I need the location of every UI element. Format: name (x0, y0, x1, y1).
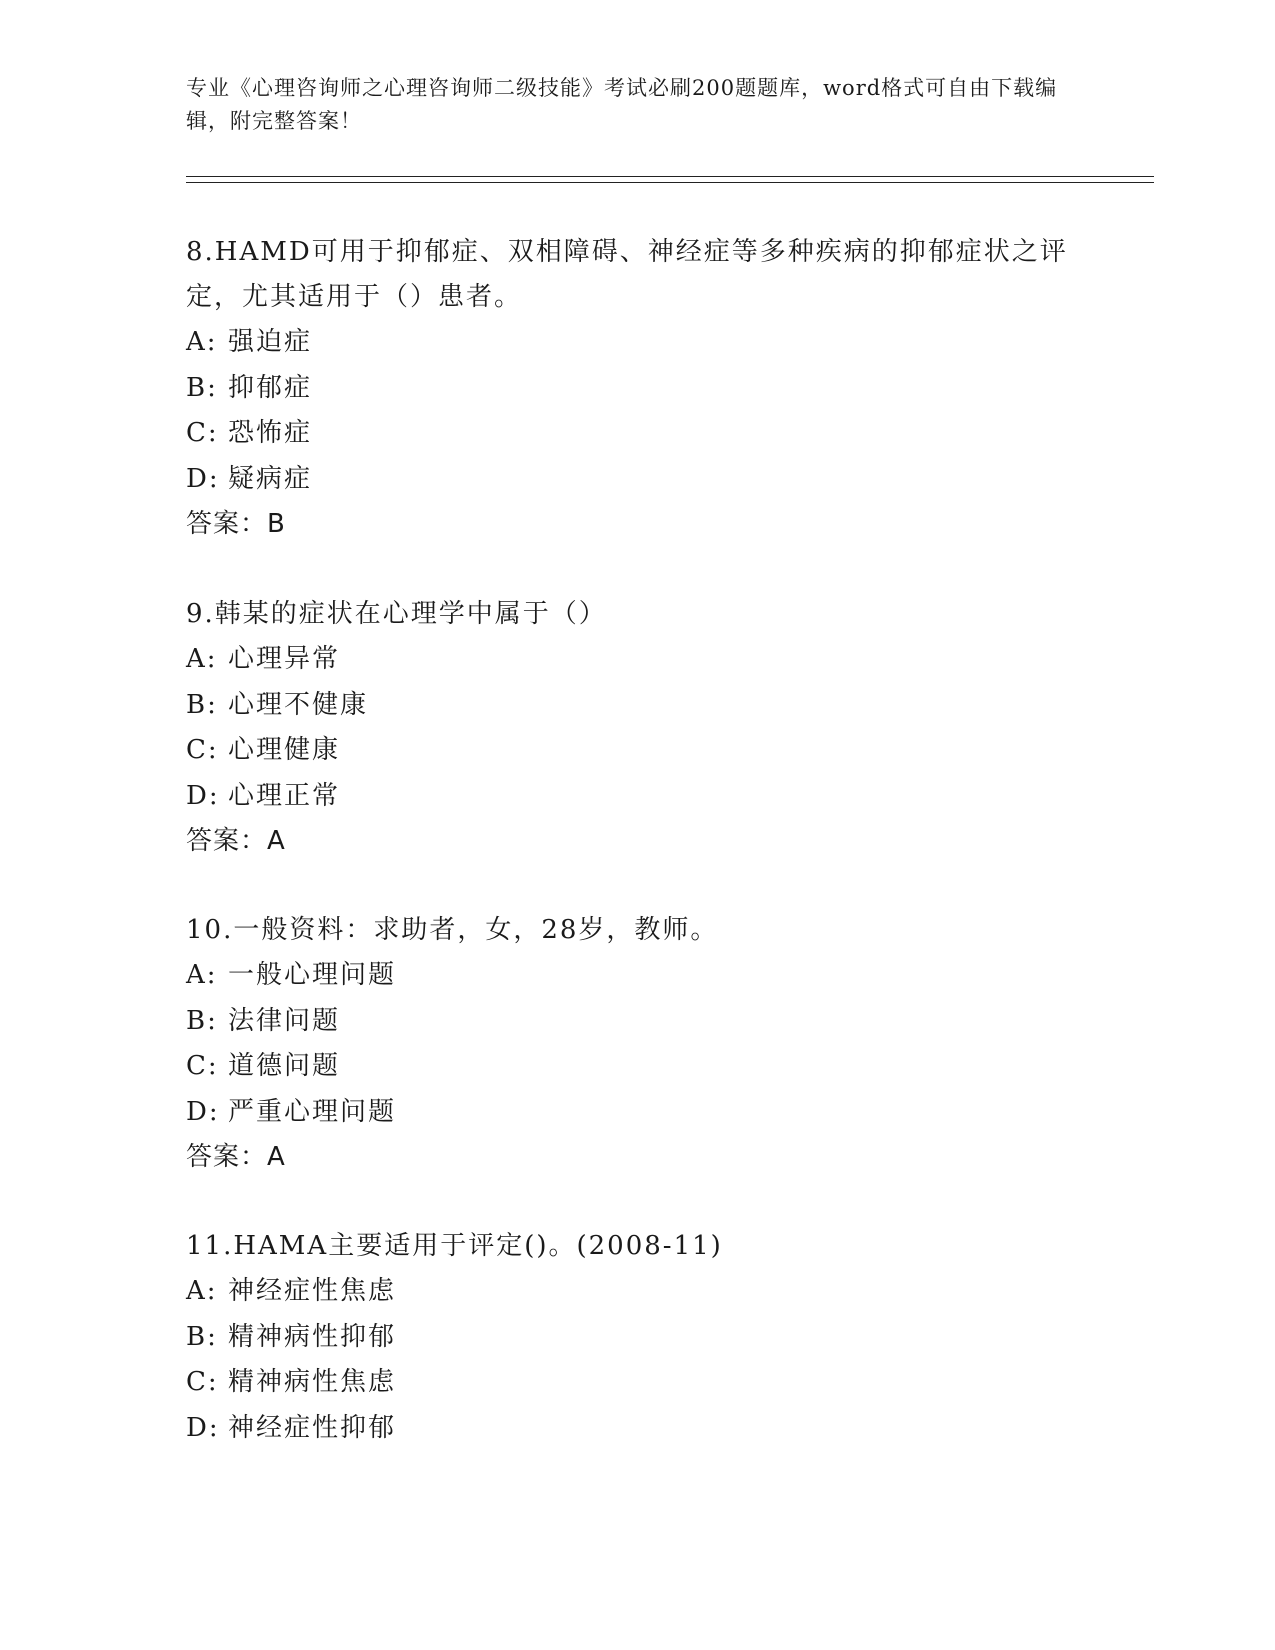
option-text: 精神病性焦虑 (228, 1367, 397, 1397)
option-text: 心理正常 (228, 780, 341, 811)
option-key: A: (186, 1276, 218, 1306)
option-c (186, 1360, 1086, 1406)
option-key: A: (186, 327, 218, 357)
option-text: 道德问题 (228, 1051, 341, 1081)
option-key: A: (186, 644, 218, 674)
option-key: C: (186, 1051, 219, 1081)
option-key: A: (186, 960, 218, 990)
option-key: B: (186, 372, 218, 403)
option-key: C: (186, 418, 219, 448)
option-key: D: (186, 780, 220, 811)
option-text: 精神病性抑郁 (228, 1321, 397, 1352)
option-c (186, 728, 1086, 774)
option-a (186, 953, 1086, 999)
document-header-intro: 专业《心理咨询师之心理咨询师二级技能》考试必刷200题题库，word格式可自由下载编辑，附完整答案！ (186, 76, 1058, 133)
option-text: 心理异常 (228, 644, 341, 674)
header-divider-bottom (186, 182, 1154, 183)
option-text: 心理健康 (228, 735, 341, 765)
option-c (186, 411, 1086, 457)
question-11 (186, 1224, 1086, 1451)
option-a (186, 1269, 1086, 1315)
option-key: D: (186, 1412, 220, 1443)
question-8 (186, 230, 1086, 548)
option-d (186, 457, 1086, 503)
question-stem: 9.韩某的症状在心理学中属于（） (186, 599, 607, 629)
question-stem: 8.HAMD可用于抑郁症、双相障碍、神经症等多种疾病的抑郁症状之评定，尤其适用于（）患者。 (186, 237, 1068, 312)
question-stem: 11.HAMA主要适用于评定()。(2008-11) (186, 1231, 723, 1261)
option-text: 抑郁症 (228, 372, 313, 403)
option-d (186, 1090, 1086, 1136)
question-10 (186, 908, 1086, 1181)
option-text: 强迫症 (228, 327, 313, 357)
option-a (186, 637, 1086, 683)
option-b (186, 683, 1086, 729)
option-text: 神经症性抑郁 (228, 1412, 397, 1443)
option-c (186, 1044, 1086, 1090)
option-key: D: (186, 463, 220, 494)
answer-line: 答案：B (186, 509, 286, 539)
option-key: C: (186, 735, 219, 765)
option-d (186, 1406, 1086, 1452)
question-stem: 10.一般资料：求助者，女，28岁，教师。 (186, 915, 719, 945)
option-text: 恐怖症 (228, 418, 313, 448)
option-text: 心理不健康 (228, 689, 369, 720)
answer-line: 答案：A (186, 1142, 286, 1172)
option-key: B: (186, 1005, 218, 1036)
option-a (186, 320, 1086, 366)
option-b (186, 999, 1086, 1045)
option-text: 严重心理问题 (228, 1096, 397, 1127)
option-b (186, 1315, 1086, 1361)
option-text: 法律问题 (228, 1005, 341, 1036)
option-key: B: (186, 689, 218, 720)
option-text: 一般心理问题 (228, 960, 397, 990)
option-b (186, 366, 1086, 412)
option-key: C: (186, 1367, 219, 1397)
option-d (186, 774, 1086, 820)
header-divider-top (186, 176, 1154, 177)
question-9 (186, 592, 1086, 865)
answer-line: 答案：A (186, 826, 286, 856)
option-text: 神经症性焦虑 (228, 1276, 397, 1306)
option-key: B: (186, 1321, 218, 1352)
option-key: D: (186, 1096, 220, 1127)
option-text: 疑病症 (228, 463, 313, 494)
